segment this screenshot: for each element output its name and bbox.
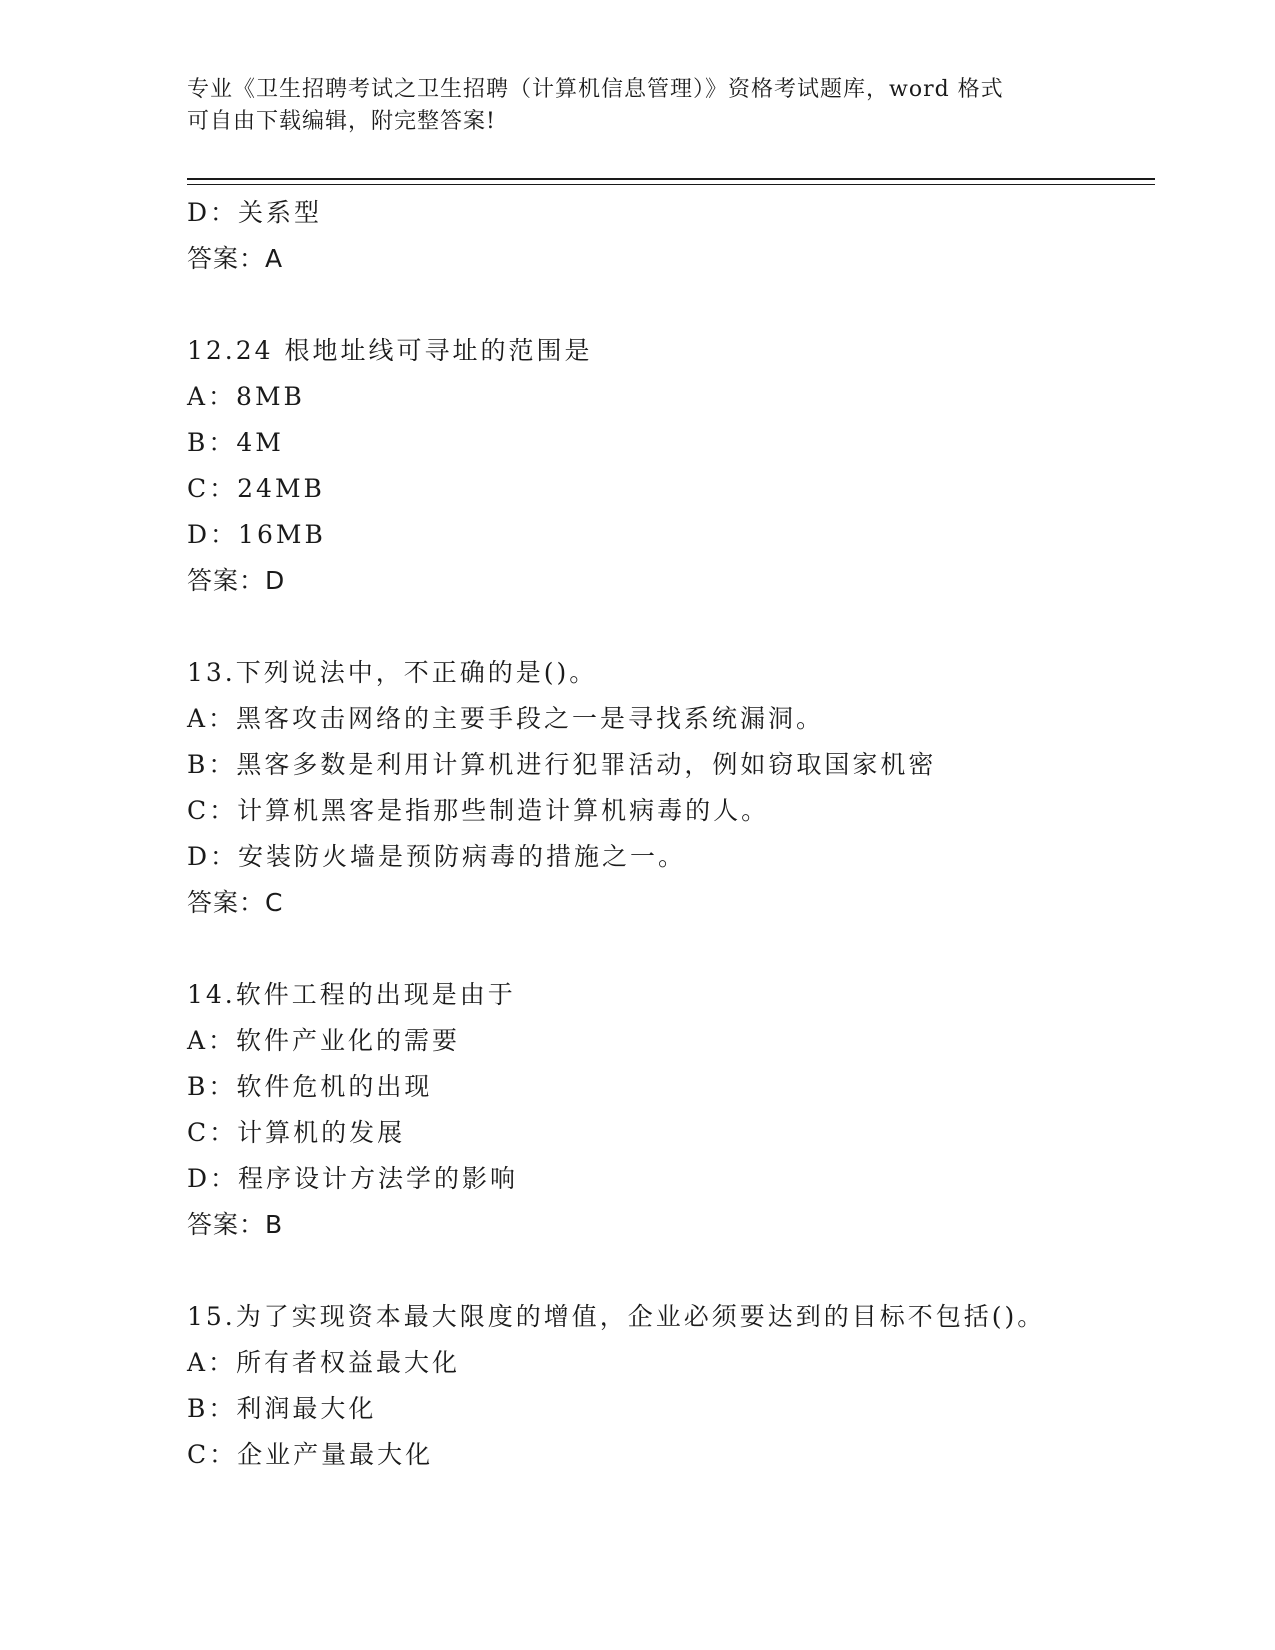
- option-c: C：24MB: [187, 474, 325, 503]
- question-block-13: [187, 650, 1155, 926]
- header-title-line: 专业《卫生招聘考试之卫生招聘（计算机信息管理）》资格考试题库，word 格式: [187, 77, 1004, 102]
- option-b: B：黑客多数是利用计算机进行犯罪活动，例如窃取国家机密: [187, 750, 937, 779]
- document-header: [187, 74, 1087, 138]
- question-stem: 12.24 根地址线可寻址的范围是: [187, 336, 593, 365]
- header-divider-thick: [187, 178, 1155, 180]
- option-a: A：所有者权益最大化: [187, 1348, 461, 1377]
- answer-line: 答案：A: [187, 244, 284, 273]
- question-list: [187, 190, 1155, 1478]
- spacer: [187, 282, 1155, 328]
- answer-line: 答案：C: [187, 888, 284, 917]
- question-block-12: [187, 328, 1155, 604]
- option-d: D：程序设计方法学的影响: [187, 1164, 519, 1193]
- option-a: A：黑客攻击网络的主要手段之一是寻找系统漏洞。: [187, 704, 825, 733]
- answer-line: 答案：B: [187, 1210, 284, 1239]
- option-d: D：安装防火墙是预防病毒的措施之一。: [187, 842, 687, 871]
- question-block-15: [187, 1294, 1155, 1478]
- header-divider-thin: [187, 184, 1155, 185]
- option-c: C：计算机的发展: [187, 1118, 406, 1147]
- option-b: B：软件危机的出现: [187, 1072, 433, 1101]
- option-b: B：4M: [187, 428, 284, 457]
- option-a: A：8MB: [187, 382, 305, 411]
- option-c: C：计算机黑客是指那些制造计算机病毒的人。: [187, 796, 770, 825]
- option-d: D：16MB: [187, 520, 326, 549]
- header-subtitle-line: 可自由下载编辑，附完整答案!: [187, 109, 496, 134]
- question-block-14: [187, 972, 1155, 1248]
- spacer: [187, 926, 1155, 972]
- answer-line: 答案：D: [187, 566, 286, 595]
- spacer: [187, 1248, 1155, 1294]
- option-c: C：企业产量最大化: [187, 1440, 434, 1469]
- option-a: A：软件产业化的需要: [187, 1026, 461, 1055]
- option-b: B：利润最大化: [187, 1394, 377, 1423]
- question-stem: 14.软件工程的出现是由于: [187, 980, 516, 1009]
- question-stem: 13.下列说法中，不正确的是()。: [187, 658, 598, 687]
- question-stem: 15.为了实现资本最大限度的增值，企业必须要达到的目标不包括()。: [187, 1302, 1046, 1331]
- spacer: [187, 604, 1155, 650]
- option-d: D：关系型: [187, 198, 323, 227]
